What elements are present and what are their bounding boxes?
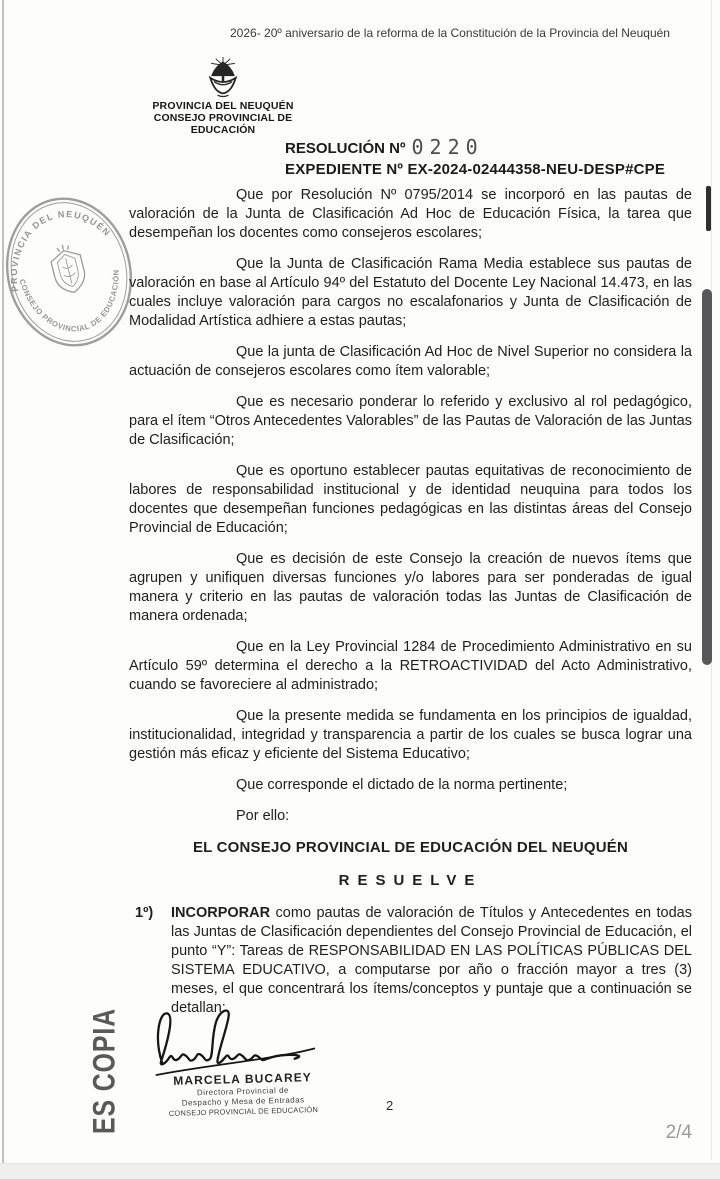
signer-org: CONSEJO PROVINCIAL DE EDUCACIÓN	[168, 1105, 319, 1118]
scan-edge-mark	[706, 186, 711, 231]
resolution-header	[285, 135, 665, 178]
svg-text:CONSEJO PROVINCIAL DE EDUCACIÓ: CONSEJO PROVINCIAL DE EDUCACIÓN	[17, 269, 121, 334]
body-paragraph: Que la junta de Clasificación Ad Hoc de Nivel Superior no considera la actuación de consejeros escolares como ítem valorable;	[129, 344, 692, 379]
body-paragraph: Que por Resolución Nº 0795/2014 se incorporó en las pautas de valoración de la Junta de Clasificación Ad Hoc de Educación Física, la tarea que desempeñan los docentes como consejeros escolares;	[129, 187, 692, 241]
expediente-number: EXPEDIENTE Nº EX-2024-02444358-NEU-DESP#CPE	[285, 161, 666, 178]
signer-role-line2: Despacho y Mesa de Entradas	[181, 1095, 305, 1108]
svg-text:PROVINCIA DEL NEUQUÉN: PROVINCIA DEL NEUQUÉN	[8, 208, 113, 293]
anniversary-note: 2026- 20º aniversario de la reforma de la Constitución de la Provincia del Neuquén	[230, 26, 670, 40]
scan-edge-line-left	[2, 0, 4, 1179]
signer-role-line1: Directora Provincial de	[196, 1085, 290, 1098]
viewer-bottom-strip	[0, 1163, 720, 1179]
resolve-heading: RESUELVE	[338, 872, 483, 889]
scrollbar-thumb[interactable]	[702, 289, 712, 665]
article-number: 1º)	[135, 905, 154, 921]
body-paragraph: Por ello:	[236, 808, 290, 824]
page-number: 2	[386, 1098, 394, 1113]
document-body	[129, 186, 692, 1018]
province-emblem-logo	[203, 56, 243, 98]
resolution-number-stamp: 0220	[411, 135, 484, 159]
article-lead-word: INCORPORAR	[171, 905, 271, 921]
body-paragraph: Que corresponde el dictado de la norma pertinente;	[236, 777, 568, 793]
body-paragraph: Que es oportuno establecer pautas equitativas de reconocimiento de labores de responsabilidad institucional y de identidad neuquina para todos los docentes que desempeñan funciones pedagógicas en las distintas áreas del Consejo Provincial de Educación;	[129, 463, 692, 536]
org-name-line2: CONSEJO PROVINCIAL DE EDUCACIÓN	[153, 112, 293, 136]
seal-center-emblem	[48, 241, 89, 296]
resolution-label: RESOLUCIÓN Nº	[285, 140, 406, 157]
org-name-line1: PROVINCIA DEL NEUQUÉN	[152, 100, 294, 112]
signer-name: MARCELA BUCAREY	[173, 1070, 313, 1088]
resolution-issuer-title: EL CONSEJO PROVINCIAL DE EDUCACIÓN DEL NEUQUÉN	[192, 839, 629, 856]
article-body-text: como pautas de valoración de Títulos y Antecedentes en todas las Juntas de Clasificación dependientes del Consejo Provincial de Educación, el punto “Y”: Tareas de RESPONSABILIDAD EN LAS POLÍTICAS PÚBLICAS DEL SISTEMA EDUCATIVO, a computarse por año o fracción mayor a tres (3) meses, el que concentrará los ítems/conceptos y puntaje que a continuación se detallan:	[171, 905, 692, 1016]
article-1	[129, 904, 692, 1018]
body-paragraph: Que en la Ley Provincial 1284 de Procedimiento Administrativo en su Artículo 59º determina el derecho a la RETROACTIVIDAD del Acto Administrativo, cuando se favoreciere al administrado;	[129, 639, 692, 693]
letterhead	[128, 56, 318, 136]
body-paragraph: Que es necesario ponderar lo referido y exclusivo al rol pedagógico, para el ítem “Otros Antecedentes Valorables” de las Pautas de Valoración de las Juntas de Clasificación;	[129, 394, 692, 448]
body-paragraph: Que la Junta de Clasificación Rama Media establece sus pautas de valoración en base al Artículo 94º del Estatuto del Docente Ley Nacional 14.473, en las cuales incluye valoración para cargos no escalafonarios y Junta de Clasificación de Modalidad Artística adhiere a estas pautas;	[129, 256, 692, 329]
page-indicator: 2/4	[665, 1122, 692, 1143]
es-copia-stamp: ES COPIA	[86, 1007, 122, 1134]
signature-block	[157, 1070, 328, 1118]
body-paragraph: Que es decisión de este Consejo la creación de nuevos ítems que agrupen y unifiquen diversas funciones y/o labores para ser ponderadas de igual manera y criterio en las pautas de valoración todas las Juntas de Clasificación de manera ordenada;	[129, 551, 692, 624]
considerandos	[129, 186, 692, 826]
body-paragraph: Que la presente medida se fundamenta en los principios de igualdad, institucionalidad, integridad y transparencia a partir de los cuales se busca lograr una gestión más eficaz y eficiente del Sistema Educativo;	[129, 708, 692, 762]
